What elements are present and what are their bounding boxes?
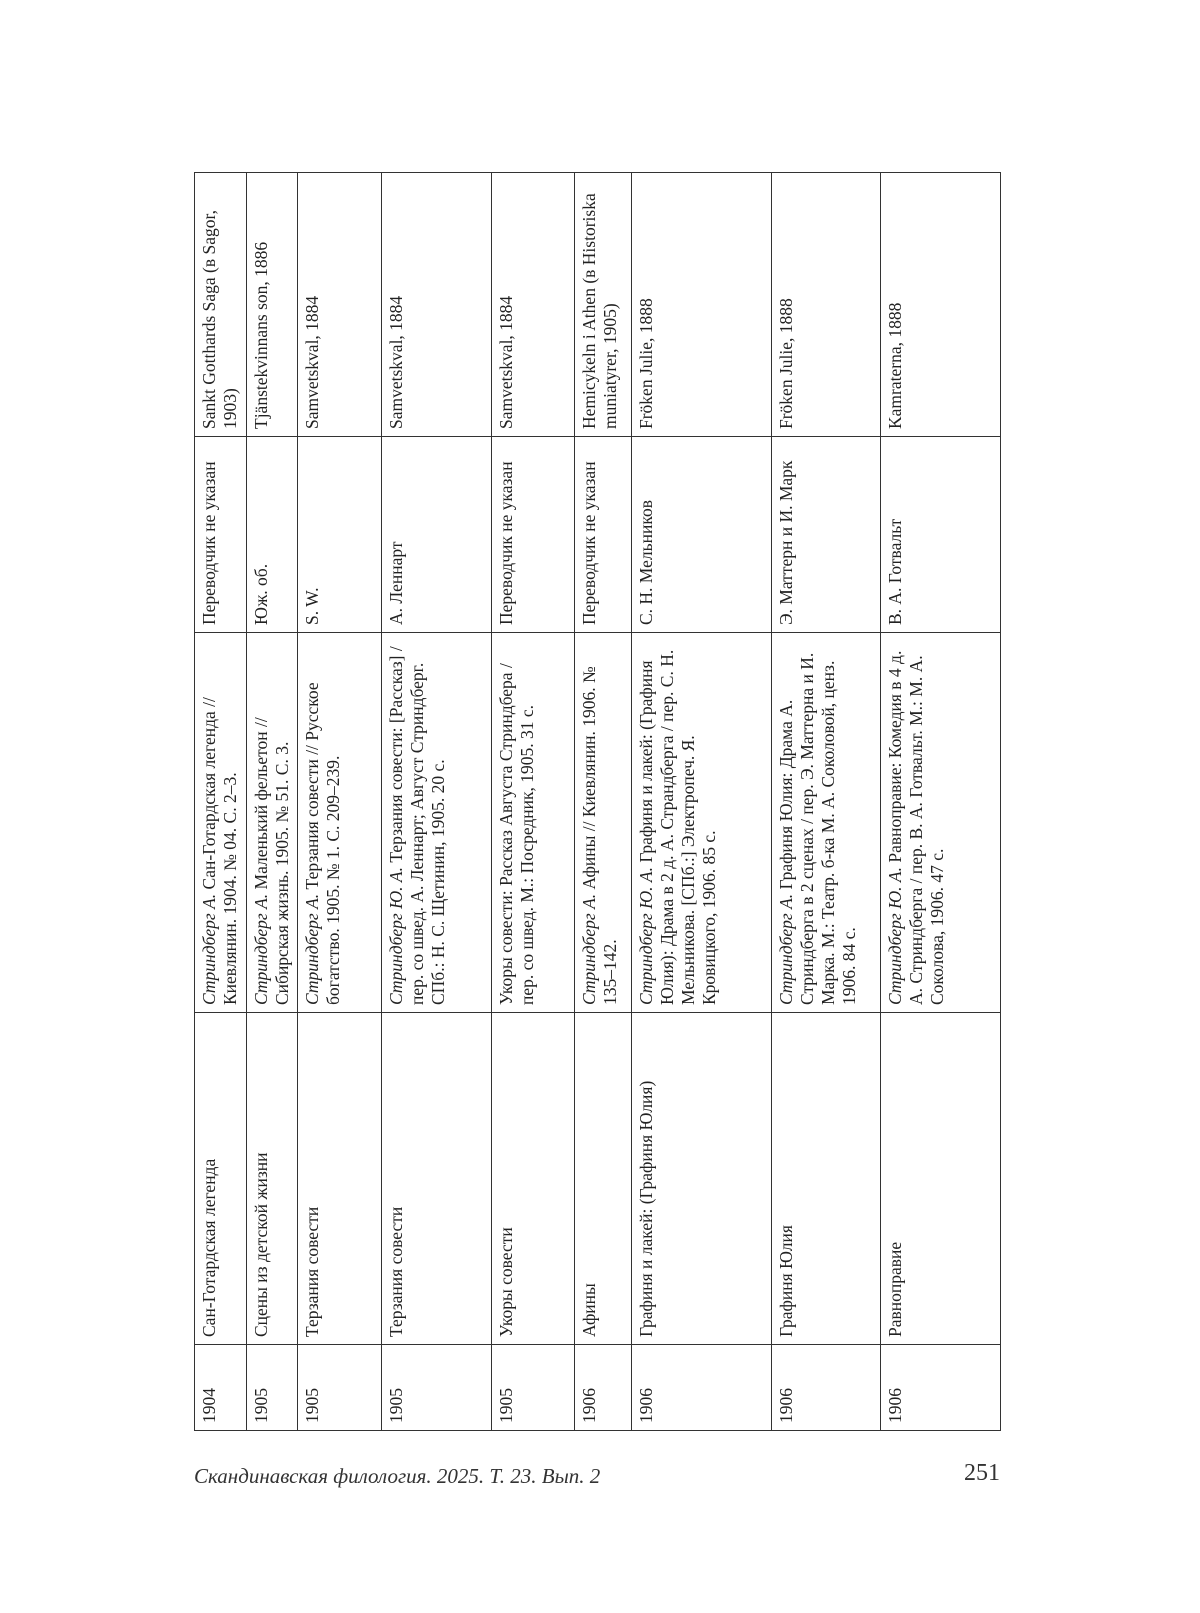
reference-text: Маленький фельетон // Сибирская жизнь. 1905. № 51. С. 3.: [251, 717, 292, 1005]
table-row: [492, 173, 575, 1431]
reference-cell: [247, 633, 298, 1013]
table-row: [247, 173, 298, 1431]
reference-author: Стриндберг А.: [579, 893, 599, 1005]
table-row: [382, 173, 492, 1431]
title-cell: Графиня и лакей: (Графиня Юлия): [632, 1013, 772, 1345]
year-cell: 1905: [247, 1345, 298, 1431]
year-cell: 1904: [195, 1345, 247, 1431]
table-row: [298, 173, 382, 1431]
reference-author: Стриндберг А.: [776, 893, 796, 1005]
year-cell: 1906: [881, 1345, 1001, 1431]
reference-text: Терзания совести: [Рассказ] / пер. со швед. А. Леннарт; Август Стриндберг. СПб.: Н. С. Щетинин, 1905. 20 с.: [386, 646, 448, 1005]
reference-text: Графиня и лакей: (Графиня Юлия): Драма в 2 д. А. Страндберга / пер. С. Н. Мельникова. [СПб.:] Электропеч. Я. Кровицкого, 1906. 85 с.: [636, 649, 719, 1005]
translator-cell: Э. Маттерн и И. Марк: [772, 437, 881, 633]
title-cell: Равноправие: [881, 1013, 1001, 1345]
table-row: [632, 173, 772, 1431]
reference-cell: [298, 633, 382, 1013]
reference-author: Стриндберг Ю. А.: [885, 867, 905, 1005]
reference-author: Стриндберг Ю. А.: [386, 867, 406, 1005]
original-cell: Tjänstekvinnans son, 1886: [247, 173, 298, 437]
year-cell: 1906: [772, 1345, 881, 1431]
reference-cell: [881, 633, 1001, 1013]
reference-text: Равноправие: Комедия в 4 д. А. Стриндберга / пер. В. А. Готвальт. М.: М. А. Соколова, 1906. 47 с.: [885, 650, 947, 1005]
original-cell: Samvetskval, 1884: [492, 173, 575, 437]
reference-author: Стриндберг А.: [199, 893, 219, 1005]
year-cell: 1905: [298, 1345, 382, 1431]
reference-cell: [575, 633, 632, 1013]
translator-cell: S. W.: [298, 437, 382, 633]
year-cell: 1905: [492, 1345, 575, 1431]
reference-text: Афины // Киевлянин. 1906. № 135–142.: [579, 666, 620, 1005]
translator-cell: А. Леннарт: [382, 437, 492, 633]
title-cell: Графиня Юлия: [772, 1013, 881, 1345]
year-cell: 1906: [632, 1345, 772, 1431]
title-cell: Терзания совести: [298, 1013, 382, 1345]
reference-text: Сан-Готардская легенда // Киевлянин. 1904. № 04. С. 2–3.: [199, 697, 240, 1005]
year-cell: 1906: [575, 1345, 632, 1431]
original-cell: Kamraterna, 1888: [881, 173, 1001, 437]
title-cell: Терзания совести: [382, 1013, 492, 1345]
rotated-table-container: [194, 173, 1000, 1431]
translator-cell: С. Н. Мельников: [632, 437, 772, 633]
translator-cell: Юж. об.: [247, 437, 298, 633]
bibliography-table-frame: [194, 173, 1000, 1431]
year-cell: 1905: [382, 1345, 492, 1431]
table-row: [881, 173, 1001, 1431]
reference-author: Стриндберг А.: [251, 893, 271, 1005]
title-cell: Укоры совести: [492, 1013, 575, 1345]
reference-text: Терзания совести // Русское богатство. 1905. № 1. С. 209–239.: [302, 682, 343, 1005]
page-number: 251: [964, 1460, 1000, 1486]
original-cell: Fröken Julie, 1888: [772, 173, 881, 437]
reference-author: Стриндберг А.: [302, 893, 322, 1005]
reference-cell: [772, 633, 881, 1013]
original-cell: Hemicykeln i Athen (в Historiska muniatyrer, 1905): [575, 173, 632, 437]
journal-citation: Скандинавская филология. 2025. Т. 23. Вып. 2: [194, 1464, 601, 1488]
original-cell: Samvetskval, 1884: [382, 173, 492, 437]
original-cell: Samvetskval, 1884: [298, 173, 382, 437]
reference-cell: Укоры совести: Рассказ Августа Стриндбера / пер. со швед. М.: Посредник, 1905. 31 с.: [492, 633, 575, 1013]
original-cell: Fröken Julie, 1888: [632, 173, 772, 437]
translator-cell: Переводчик не указан: [492, 437, 575, 633]
title-cell: Сцены из детской жизни: [247, 1013, 298, 1345]
title-cell: Сан-Готардская легенда: [195, 1013, 247, 1345]
reference-cell: [195, 633, 247, 1013]
translator-cell: Переводчик не указан: [195, 437, 247, 633]
reference-text: Графиня Юлия: Драма А. Стриндберга в 2 сценах / пер. Э. Маттерна и И. Марка. М.: Театр. б-ка М. А. Соколовой, ценз. 1906. 84 с.: [776, 652, 859, 1005]
reference-cell: [382, 633, 492, 1013]
reference-cell: [632, 633, 772, 1013]
table-row: [772, 173, 881, 1431]
title-cell: Афины: [575, 1013, 632, 1345]
reference-author: Стриндберг Ю. А.: [636, 867, 656, 1005]
bibliography-table: [194, 172, 1001, 1431]
translator-cell: В. А. Готвальт: [881, 437, 1001, 633]
original-cell: Sankt Gotthards Saga (в Sagor, 1903): [195, 173, 247, 437]
table-row: [575, 173, 632, 1431]
translator-cell: Переводчик не указан: [575, 437, 632, 633]
table-row: [195, 173, 247, 1431]
